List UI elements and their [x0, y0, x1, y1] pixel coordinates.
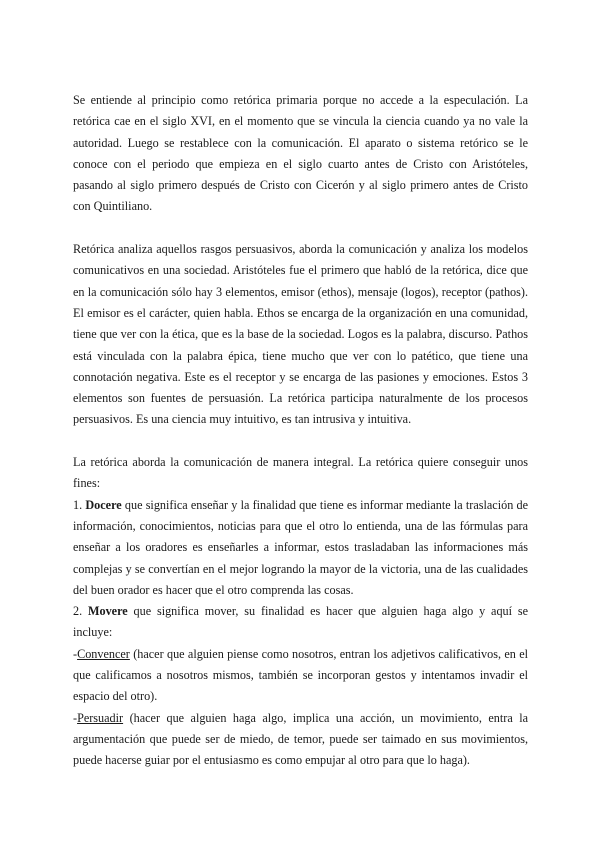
paragraph-intro: Se entiende al principio como retórica primaria porque no accede a la especulación. La retórica cae en el siglo XVI, en el momento que se vincula la ciencia cuando ya no vale la autoridad. Luego se restablece con la comunicación. El aparato o sistema retórico se le conoce con el periodo que empieza en el siglo cuarto antes de Cristo con Aristóteles, pasando al siglo primero después de Cristo con Cicerón y al siglo primero antes de Cristo con Quintiliano.	[73, 93, 528, 214]
list-number: 1.	[73, 497, 86, 512]
sub-item-persuadir	[73, 708, 528, 772]
term-docere: Docere	[85, 497, 122, 512]
body-text	[73, 90, 528, 772]
term-movere: Movere	[87, 604, 128, 619]
sub-item-text: (hacer que alguien haga algo, implica una acción, un movimiento, entra la argumentación que puede ser de miedo, de temor, puede ser taimado en sus movimientos, puede hacerse guiar por el entusiasmo es como empujar al otro para que lo haga).	[73, 710, 528, 768]
list-item-text: que significa enseñar y la finalidad que tiene es informar mediante la traslación de información, conocimientos, noticias para que el otro lo entienda, una de las fórmulas para enseñar a los oradores es enseñarles a informar, estos trasladaban las informaciones más complejas y se convertían en el mejor logrando la mayor de la victoria, una de las cualidades del buen orador es hacer que el otro comprenda las cosas.	[73, 497, 529, 597]
list-number: 2.	[73, 604, 88, 619]
term-convencer: Convencer	[77, 646, 130, 661]
term-persuadir: Persuadir	[77, 710, 124, 725]
paragraph-gap	[73, 218, 528, 239]
paragraph-rhetoric-goals: La retórica aborda la comunicación de manera integral. La retórica quiere conseguir unos fines:	[73, 455, 528, 491]
list-item-docere	[73, 495, 528, 601]
sub-item-text: (hacer que alguien piense como nosotros, entran los adjetivos calificativos, en el que calificamos a nosotros mismos, también se incorporan gestos y intentamos invadir el espacio del otro).	[73, 646, 528, 704]
list-item-movere	[73, 601, 528, 644]
list-item-text: que significa mover, su finalidad es hacer que alguien haga algo y aquí se incluye:	[73, 604, 528, 640]
paragraph-rhetoric-analysis: Retórica analiza aquellos rasgos persuasivos, aborda la comunicación y analiza los modelos comunicativos en una sociedad. Aristóteles fue el primero que habló de la retórica, dice que en la comunicación sólo hay 3 elementos, emisor (ethos), mensaje (logos), receptor (pathos). El emisor es el carácter, quien habla. Ethos se encarga de la organización en una comunidad, tiene que ver con la ética, que es la base de la sociedad. Logos es la palabra, discurso. Pathos está vinculada con la palabra épica, tiene mucho que ver con lo patético, que tiene una connotación negativa. Este es el receptor y se encarga de las pasiones y emociones. Estos 3 elementos son fuentes de persuasión. La retórica participa naturalmente de los procesos persuasivos. Es una ciencia muy intuitivo, es tan intrusiva y intuitiva.	[73, 242, 528, 427]
sub-item-prefix: -	[73, 646, 78, 661]
sub-item-prefix: -	[73, 710, 78, 725]
sub-item-convencer	[73, 644, 528, 708]
paragraph-gap	[73, 431, 528, 452]
